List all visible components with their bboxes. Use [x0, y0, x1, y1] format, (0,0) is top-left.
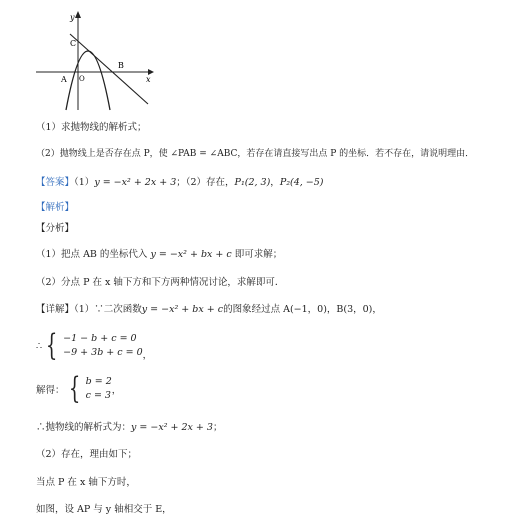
label-b: B	[118, 61, 124, 70]
line-bc	[70, 34, 148, 104]
left-brace-2: {	[68, 371, 80, 406]
answer-sep: ，	[270, 177, 280, 188]
result-eq: y = −x² + 2x + 3	[131, 422, 213, 433]
system1-end: ，	[142, 350, 153, 361]
system2-end: ，	[111, 385, 122, 396]
xiangjie-suffix: 的图象经过点 A(−1，0)，B(3，0)，	[223, 304, 382, 315]
fenxi-line-1	[36, 248, 282, 261]
xiangjie-prefix: 【详解】（1）∵二次函数	[36, 304, 142, 315]
xiangjie-line	[36, 303, 382, 316]
xiangjie-eq: y = −x² + bx + c	[141, 304, 224, 315]
system1-eq1: −1 − b + c = 0	[63, 333, 137, 344]
fenxi1-eq: y = −x² + bx + c	[150, 249, 232, 260]
answer-p1: P₁(2, 3)	[234, 177, 271, 188]
result-line	[36, 421, 222, 434]
y-axis-arrow	[75, 11, 81, 18]
label-a: A	[61, 75, 67, 84]
system2-eq1: b = 2	[85, 376, 112, 387]
analysis-tag: 【解析】	[36, 202, 75, 213]
fenxi-line-2: （2）分点 P 在 x 轴下方和下方两种情况讨论，求解即可．	[36, 277, 285, 288]
fenxi1-suffix: 即可求解；	[234, 249, 283, 260]
answer-part1-eq: y = −x² + 2x + 3	[94, 177, 177, 188]
left-brace: {	[45, 328, 58, 363]
answer-tag: 【答案】	[36, 177, 75, 188]
answer-part1-prefix: （1）	[74, 177, 95, 188]
answer-part2-prefix: ；（2）存在，	[176, 177, 235, 188]
answer-line	[36, 176, 324, 189]
label-c: C	[70, 39, 77, 48]
jiede-label: 解得：	[36, 385, 65, 396]
fenxi-tag: 【分析】	[36, 223, 75, 234]
equation-system-2	[36, 371, 122, 406]
question-1: （1）求抛物线的解析式；	[36, 122, 147, 133]
result-end: ；	[212, 422, 223, 433]
label-y: y	[70, 13, 75, 22]
system1-eq2: −9 + 3b + c = 0	[63, 347, 143, 358]
equation-system-1	[36, 328, 153, 363]
system2-eq2: c = 3	[85, 390, 111, 401]
question-2: （2）抛物线上是否存在点 P，使 ∠PAB = ∠ABC，若存在请直接写出点 P 的坐标．若不存在，请说明理由．	[36, 149, 475, 159]
label-x: x	[146, 75, 151, 84]
therefore-symbol: ∴	[36, 340, 43, 352]
solution-line-4: 如图，设 AP 与 y 轴相交于 E，	[36, 504, 172, 515]
result-prefix: ∴抛物线的解析式为：	[36, 422, 132, 433]
label-o: O	[79, 75, 85, 83]
solution-line-3: 当点 P 在 x 轴下方时，	[36, 477, 136, 488]
solution-line-2: （2）存在，理由如下；	[36, 449, 138, 460]
fenxi1-prefix: （1）把点 AB 的坐标代入	[36, 249, 148, 260]
parabola-graph	[30, 6, 160, 116]
answer-p2: P₂(4, −5)	[279, 177, 324, 188]
parabola-curve	[66, 51, 110, 110]
